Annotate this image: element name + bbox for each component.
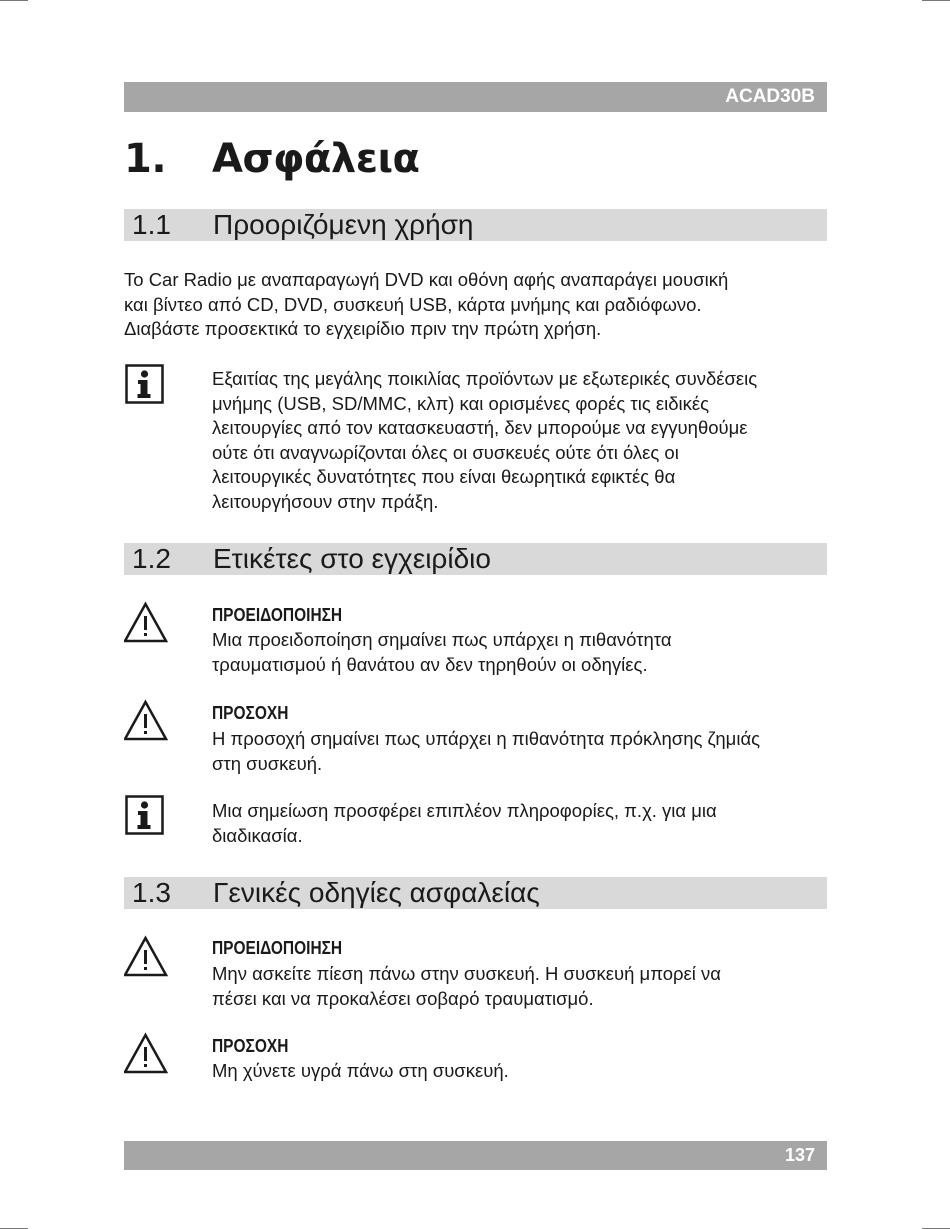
caution-label: ΠΡΟΣΟΧΗ [212,703,289,723]
caution-description [212,727,760,776]
section-heading-intended-use [124,209,827,241]
crop-mark [0,0,28,1]
text-line: τραυματισμού ή θανάτου αν δεν τηρηθούν οι οδηγίες. [212,653,648,675]
warning-label: ΠΡΟΕΙΔΟΠΟΙΗΣΗ [212,605,343,625]
text-line: Το Car Radio με αναπαραγωγή DVD και οθόνη αφής αναπαράγει μουσική [124,269,729,290]
caution-triangle-icon [124,1032,168,1076]
intro-paragraph [124,268,728,342]
text-line: λειτουργίες από τον κατασκευαστή, δεν μπορούμε να εγγυηθούμε [212,417,748,438]
text-line: και βίντεο από CD, DVD, συσκευή USB, κάρτα μνήμης και ραδιόφωνο. [124,293,702,315]
text-line: Εξαιτίας της μεγάλης ποικιλίας προϊόντων με εξωτερικές συνδέσεις [212,368,758,389]
section-number: 1.2 [132,543,171,574]
chapter-number: 1. [124,136,167,182]
text-line: πέσει και να προκαλέσει σοβαρό τραυματισμό. [212,987,594,1009]
section-heading-manual-labels [124,543,827,575]
model-name: ACAD30B [725,86,815,107]
caution-label: ΠΡΟΣΟΧΗ [212,1036,289,1056]
caution-triangle-icon [124,699,168,743]
warning-triangle-icon [124,935,168,979]
text-line: Μια σημείωση προσφέρει επιπλέον πληροφορίες, π.χ. για μια [212,800,717,821]
caution-description [212,1059,509,1084]
text-line: Διαβάστε προσεκτικά το εγχειρίδιο πριν την πρώτη χρήση. [124,318,602,339]
section-number: 1.1 [132,209,171,240]
text-line: ούτε ότι αναγνωρίζονται όλες οι συσκευές ούτε ότι όλες οι [212,441,679,463]
warning-triangle-icon [124,601,168,645]
text-line: Μια προειδοποίηση σημαίνει πως υπάρχει η πιθανότητα [212,629,672,650]
crop-mark [922,0,950,1]
text-line: στη συσκευή. [212,752,323,774]
warning-description [212,628,672,677]
page-number: 137 [784,1145,815,1165]
header-bar [124,82,827,112]
note-description [212,799,717,848]
text-line: λειτουργικές δυνατότητες που είναι θεωρητικά εφικτές θα [212,466,676,487]
chapter-title [124,136,420,182]
text-line: λειτουργήσουν στην πράξη. [212,490,439,512]
chapter-title-text: Ασφάλεια [212,136,420,182]
section-number: 1.3 [132,877,171,908]
text-line: Μη χύνετε υγρά πάνω στη συσκευή. [212,1060,509,1081]
section-title: Γενικές οδηγίες ασφαλείας [213,877,540,908]
info-icon [125,364,169,408]
section-title: Ετικέτες στο εγχειρίδιο [213,543,491,574]
warning-label: ΠΡΟΕΙΔΟΠΟΙΗΣΗ [212,938,343,958]
text-line: Μην ασκείτε πίεση πάνω στην συσκευή. Η συσκευή μπορεί να [212,963,721,984]
text-line: διαδικασία. [212,824,303,846]
info-icon [125,795,169,839]
text-line: μνήμης (USB, SD/MMC, κλπ) και ορισμένες φορές τις ειδικές [212,392,710,414]
footer-bar [124,1141,827,1170]
section-heading-general-safety [124,877,827,909]
text-line: Η προσοχή σημαίνει πως υπάρχει η πιθανότητα πρόκλησης ζημιάς [212,728,761,749]
warning-description [212,962,721,1011]
info-note-paragraph [212,367,757,514]
section-title: Προοριζόμενη χρήση [213,209,474,240]
